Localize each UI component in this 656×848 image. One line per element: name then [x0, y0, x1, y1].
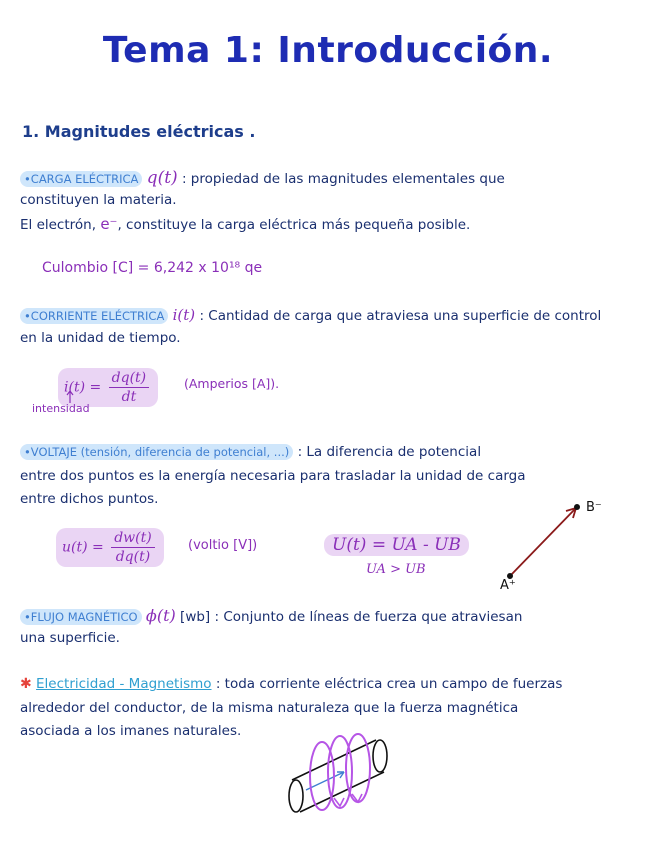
flujo-line-1 — [20, 606, 522, 625]
coulomb-definition: Culombio [C] = 6,242 x 10¹⁸ qe — [42, 260, 263, 276]
carga-line-1 — [20, 168, 505, 188]
corriente-numerator: dq(t) — [109, 369, 149, 388]
intensity-label: intensidad — [32, 402, 90, 415]
corriente-units: (Amperios [A]). — [184, 376, 280, 391]
carga-text-1: : propiedad de las magnitudes elementales que — [181, 171, 505, 187]
corriente-line-1 — [20, 306, 601, 324]
flujo-text-2: una superficie. — [20, 630, 120, 646]
corriente-text-1: : Cantidad de carga que atraviesa una superficie de control — [199, 308, 602, 324]
voltaje-numerator: dw(t) — [111, 529, 155, 548]
em-title: Electricidad - Magnetismo — [36, 676, 212, 692]
voltaje-denominator: dq(t) — [115, 549, 151, 565]
carga-line-3 — [20, 215, 470, 233]
electron-symbol: e⁻ — [100, 215, 118, 233]
voltaje-text-2: entre dos puntos es la energía necesaria para trasladar la unidad de carga — [20, 468, 526, 484]
carga-label: •CARGA ELÉCTRICA — [20, 171, 142, 187]
corriente-formula-lhs: i(t) = — [64, 379, 102, 396]
asterisk-icon: ✱ — [20, 676, 32, 692]
corriente-label: •CORRIENTE ELÉCTRICA — [20, 308, 168, 324]
flujo-label: •FLUJO MAGNÉTICO — [20, 609, 142, 625]
voltaje-line-1 — [20, 444, 481, 460]
corriente-denominator: dt — [121, 389, 137, 405]
point-a-label: A⁺ — [500, 578, 516, 593]
point-b-label: B⁻ — [586, 500, 602, 515]
flujo-units: [wb] — [180, 609, 211, 625]
section-heading: 1. Magnitudes eléctricas . — [22, 122, 256, 141]
voltaje-formula-2: U(t) = UA - UB — [324, 534, 469, 556]
voltaje-condition: UA > UB — [366, 562, 426, 577]
voltaje-text-1: : La diferencia de potencial — [297, 444, 482, 460]
voltaje-text-3: entre dichos puntos. — [20, 491, 159, 507]
em-text-2: alrededor del conductor, de la misma naturaleza que la fuerza magnética — [20, 700, 519, 716]
flujo-symbol: ϕ(t) — [145, 606, 176, 625]
em-text-1: : toda corriente eléctrica crea un campo de fuerzas — [215, 676, 563, 692]
voltaje-formula — [56, 528, 164, 567]
corriente-fraction — [109, 369, 149, 406]
flujo-text-1: : Conjunto de líneas de fuerza que atraviesan — [214, 609, 523, 625]
voltaje-fraction — [111, 529, 155, 566]
corriente-symbol: i(t) — [172, 306, 196, 324]
carga-text-3-pre: El electrón, — [20, 217, 97, 233]
em-text-3: asociada a los imanes naturales. — [20, 723, 242, 739]
carga-text-3-post: , constituye la carga eléctrica más pequeña posible. — [117, 217, 471, 233]
page-title: Tema 1: Introducción. — [102, 30, 554, 71]
voltaje-units: (voltio [V]) — [188, 538, 258, 553]
voltaje-formula-lhs: u(t) = — [62, 539, 104, 556]
conductor-field-icon — [278, 728, 408, 828]
voltaje-label: •VOLTAJE (tensión, diferencia de potencial, ...) — [20, 444, 293, 460]
carga-symbol: q(t) — [146, 168, 178, 188]
em-line-1 — [20, 676, 562, 692]
carga-text-2: constituyen la materia. — [20, 192, 177, 208]
voltage-arrow-icon — [500, 496, 590, 586]
corriente-text-2: en la unidad de tiempo. — [20, 330, 181, 346]
